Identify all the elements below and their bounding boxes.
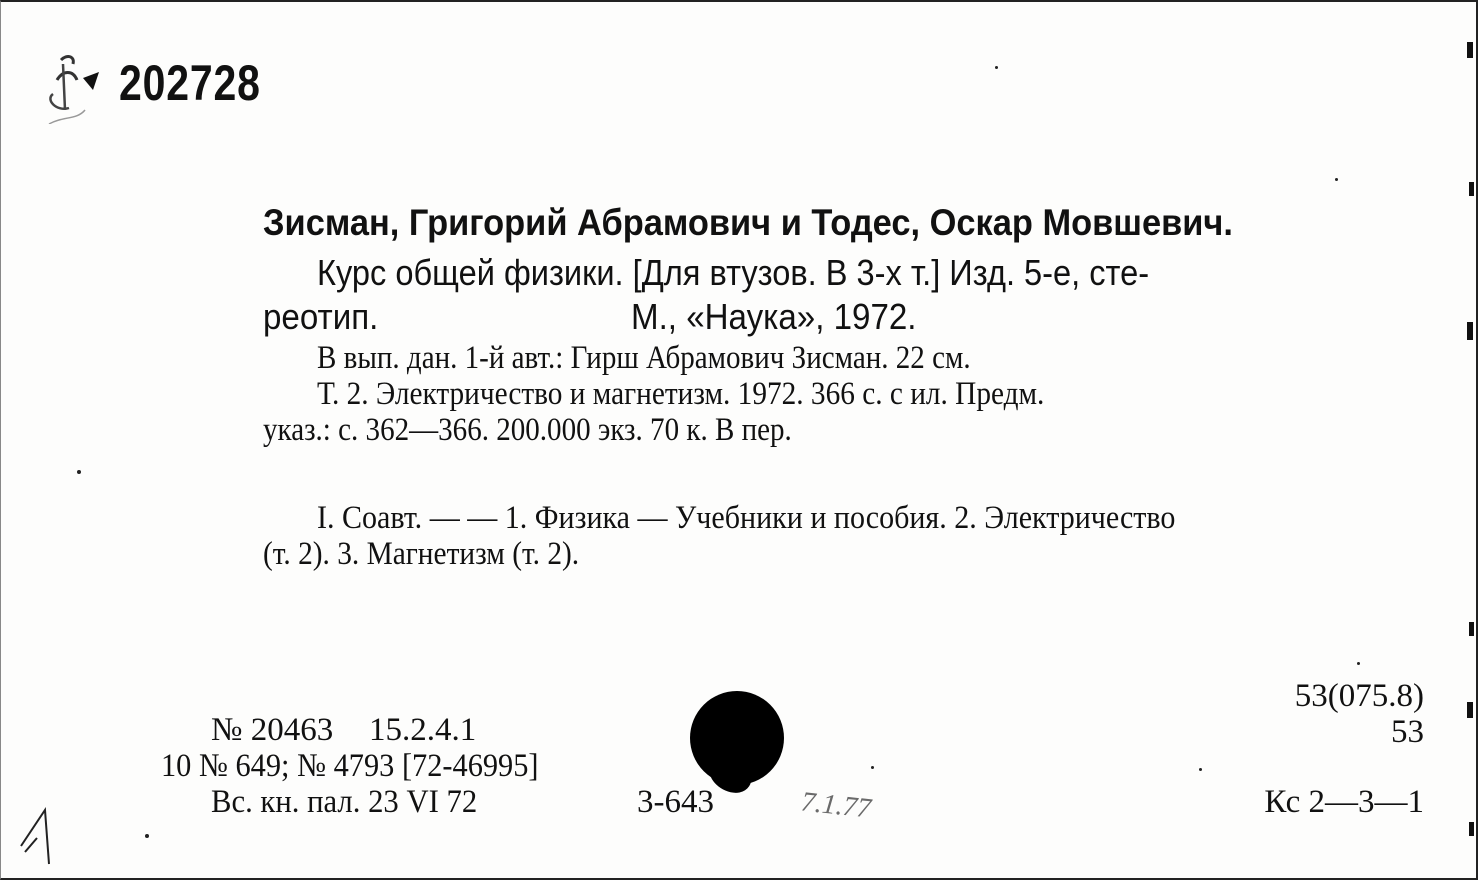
- footer-print-code: 3-643: [637, 784, 714, 820]
- dust-speck: [871, 766, 874, 769]
- note-line: В вып. дан. 1-й авт.: Гирш Абрамович Зисман. 22 см.: [317, 340, 971, 376]
- tracings-line-2: (т. 2). 3. Магнетизм (т. 2).: [263, 536, 580, 572]
- dust-speck: [1357, 662, 1360, 665]
- edge-mark: [1467, 702, 1473, 718]
- margin-handwriting-icon: [15, 802, 65, 872]
- faded-pencil-note: 7.1.77: [799, 786, 873, 825]
- footer-accession-number: № 20463: [211, 712, 334, 748]
- dust-speck: [1199, 768, 1202, 771]
- volume-line-1: Т. 2. Электричество и магнетизм. 1972. 366 с. с ил. Предм.: [317, 376, 1045, 412]
- imprint: М., «Наука», 1972.: [631, 296, 917, 337]
- title-line-1: Курс общей физики. [Для втузов. В 3-х т.] Изд. 5-е, сте-: [317, 252, 1150, 293]
- dust-speck: [995, 66, 998, 69]
- footer-book-chamber: Вс. кн. пал. 23 VI 72: [211, 784, 478, 820]
- edge-mark: [1469, 822, 1474, 836]
- edge-mark: [1467, 322, 1473, 340]
- title-line-2-part-a: реотип.: [263, 296, 379, 337]
- card-number: 202728: [119, 55, 261, 111]
- footer-date-code: 15.2.4.1: [369, 712, 477, 748]
- footer-order-numbers: 10 № 649; № 4793 [72-46995]: [161, 748, 539, 784]
- udc-index: 53(075.8): [1294, 678, 1424, 714]
- dust-speck: [1335, 178, 1338, 181]
- author-heading: Зисман, Григорий Абрамович и Тодес, Оскар Мовшевич.: [263, 202, 1233, 243]
- edge-mark: [1469, 622, 1474, 636]
- volume-line-2: указ.: с. 362—366. 200.000 экз. 70 к. В пер.: [263, 412, 792, 448]
- edge-mark: [1469, 182, 1474, 196]
- classification-code: Кс 2—3—1: [1264, 784, 1424, 820]
- edge-mark: [1467, 42, 1473, 58]
- tracings-line-1: I. Соавт. — — 1. Физика — Учебники и пособия. 2. Электричество: [317, 500, 1176, 536]
- bbk-index: 53: [1391, 714, 1424, 750]
- dust-speck: [77, 470, 81, 474]
- library-stamp-icon: [39, 50, 109, 124]
- dust-speck: [145, 834, 149, 838]
